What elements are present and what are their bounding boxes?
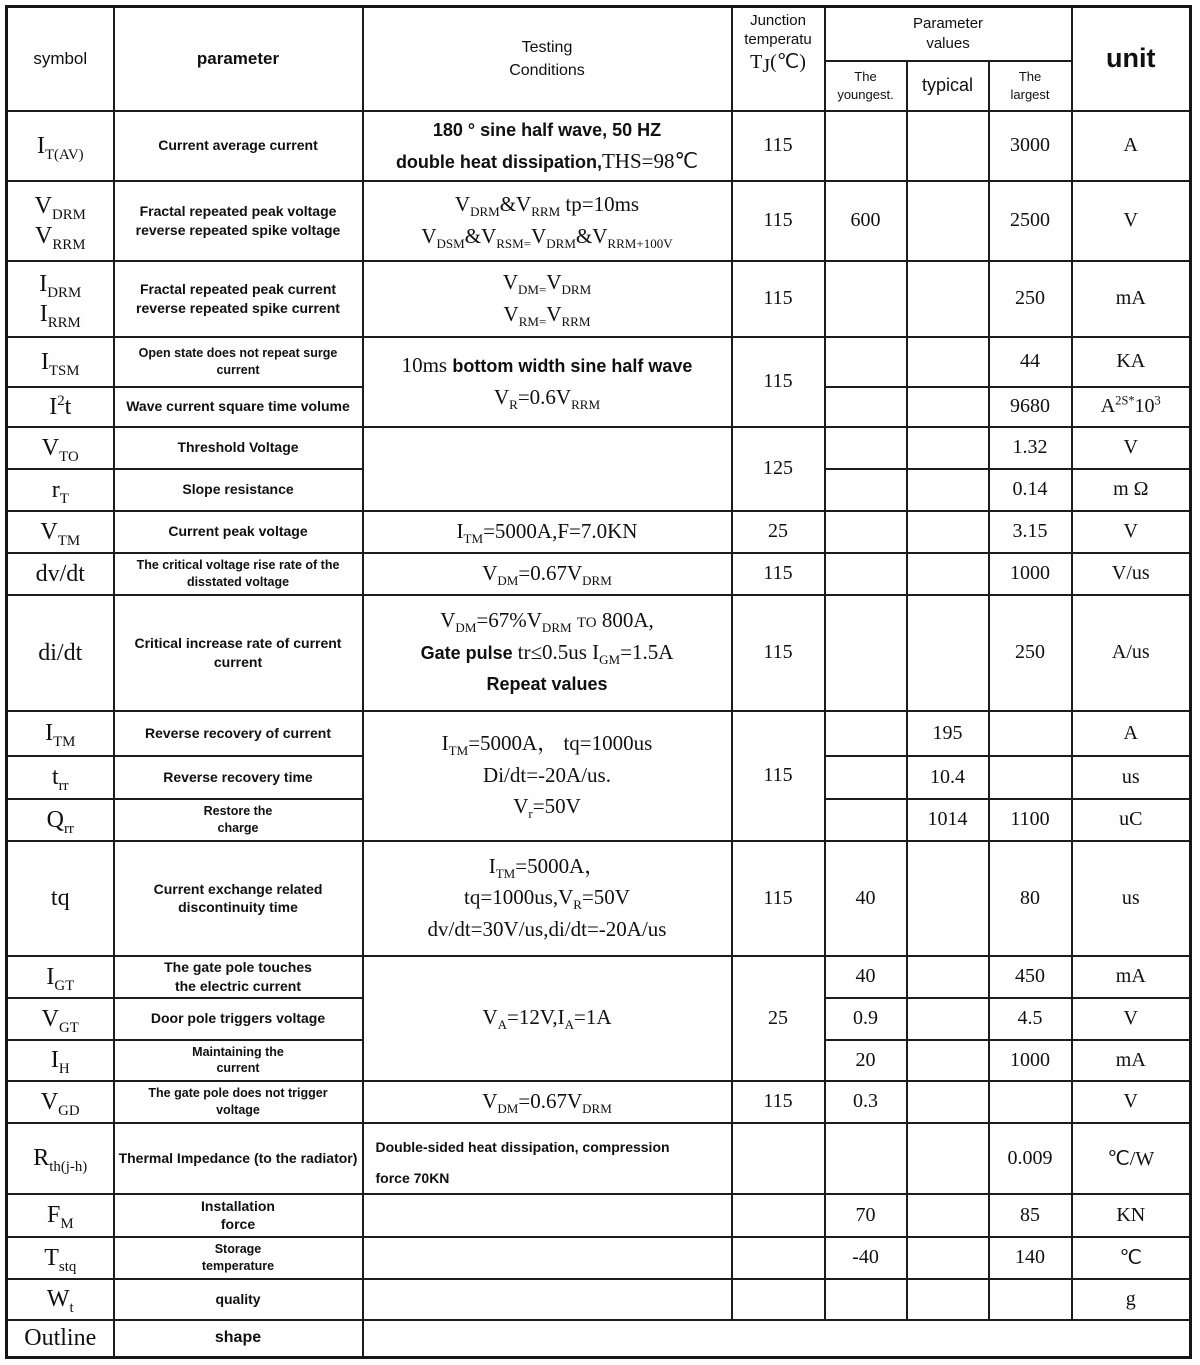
- tj-cell: 115: [732, 111, 825, 181]
- table-row-vgd: [7, 1081, 1191, 1123]
- typ-cell: [907, 553, 989, 595]
- table-row-idrm-irrm: [7, 261, 1191, 337]
- parameter-cell: Reverse recovery time: [114, 756, 363, 799]
- max-cell: 250: [989, 595, 1072, 711]
- typ-cell: [907, 841, 989, 956]
- symbol-cell: $I_{TM}$: [7, 711, 114, 756]
- parameter-cell: Fractal repeated peak current reverse repeated spike current: [114, 261, 363, 337]
- unit-cell: V: [1072, 1081, 1191, 1123]
- typ-cell: [907, 1123, 989, 1194]
- tj-cell: 115: [732, 553, 825, 595]
- symbol-cell: $I^2t$: [7, 387, 114, 427]
- symbol-cell: $R_{th(j-h)}$: [7, 1123, 114, 1194]
- parameter-cell: Thermal Impedance (to the radiator): [114, 1123, 363, 1194]
- symbol-cell: $T_{stq}$: [7, 1237, 114, 1279]
- tj-cell: [732, 1279, 825, 1320]
- min-cell: [825, 799, 907, 841]
- min-cell: [825, 427, 907, 469]
- parameter-cell: Restore the charge: [114, 799, 363, 841]
- tj-cell: [732, 1123, 825, 1194]
- table-row-didt: [7, 595, 1191, 711]
- conditions-cell: [363, 1279, 732, 1320]
- header-parameter-values: Parameter values: [825, 7, 1072, 61]
- parameter-cell: Open state does not repeat surge current: [114, 337, 363, 387]
- symbol-cell: $I_{T(AV)}$: [7, 111, 114, 181]
- parameter-cell: Current peak voltage: [114, 511, 363, 553]
- conditions-cell: Double-sided heat dissipation, compression force 70KN: [363, 1123, 732, 1194]
- unit-cell: mA: [1072, 956, 1191, 998]
- typ-cell: 1014: [907, 799, 989, 841]
- symbol-cell: $I_{TSM}$: [7, 337, 114, 387]
- tj-cell: 115: [732, 841, 825, 956]
- typ-cell: [907, 387, 989, 427]
- max-cell: 3000: [989, 111, 1072, 181]
- unit-cell: us: [1072, 756, 1191, 799]
- symbol-cell: Outline: [7, 1320, 114, 1358]
- tj-cell: 115: [732, 337, 825, 427]
- conditions-cell: $V_{DM}=67\%V_{DRM}$ TO 800A, Gate pulse tr≤0.5us $I_{GM}=1.5A$ Repeat values: [363, 595, 732, 711]
- max-cell: 1.32: [989, 427, 1072, 469]
- symbol-cell: di/dt: [7, 595, 114, 711]
- conditions-cell: $I_{TM}=5000A$， tq=1000us Di/dt=-20A/us. $V_r=50V$: [363, 711, 732, 841]
- unit-cell: V: [1072, 511, 1191, 553]
- symbol-cell: $V_{GD}$: [7, 1081, 114, 1123]
- unit-cell: ℃/W: [1072, 1123, 1191, 1194]
- min-cell: [825, 595, 907, 711]
- typ-cell: [907, 1081, 989, 1123]
- symbol-cell: $V_{TO}$: [7, 427, 114, 469]
- typ-cell: [907, 469, 989, 511]
- tj-cell: 25: [732, 956, 825, 1081]
- parameter-cell: Wave current square time volume: [114, 387, 363, 427]
- typ-cell: [907, 111, 989, 181]
- max-cell: 44: [989, 337, 1072, 387]
- table-row-it-av: [7, 111, 1191, 181]
- header-typical-value: typical: [907, 61, 989, 111]
- typ-cell: [907, 1040, 989, 1081]
- tj-cell: 115: [732, 1081, 825, 1123]
- header-testing-conditions: Testing Conditions: [363, 7, 732, 111]
- symbol-cell: $I_{GT}$: [7, 956, 114, 998]
- min-cell: [825, 111, 907, 181]
- max-cell: [989, 711, 1072, 756]
- min-cell: 40: [825, 956, 907, 998]
- max-cell: 450: [989, 956, 1072, 998]
- symbol-cell: dv/dt: [7, 553, 114, 595]
- table-row-itm: [7, 711, 1191, 756]
- unit-cell: A/us: [1072, 595, 1191, 711]
- tj-cell: [732, 1237, 825, 1279]
- min-cell: [825, 261, 907, 337]
- unit-cell: mA: [1072, 261, 1191, 337]
- unit-cell: KN: [1072, 1194, 1191, 1237]
- table-row-vto: [7, 427, 1191, 469]
- min-cell: [825, 756, 907, 799]
- min-cell: [825, 387, 907, 427]
- header-row-1: [7, 7, 1191, 61]
- parameter-cell: Threshold Voltage: [114, 427, 363, 469]
- tj-cell: 115: [732, 595, 825, 711]
- max-cell: 0.009: [989, 1123, 1072, 1194]
- typ-cell: 195: [907, 711, 989, 756]
- unit-cell: KA: [1072, 337, 1191, 387]
- table-row-vdrm-vrrm: [7, 181, 1191, 261]
- typ-cell: [907, 181, 989, 261]
- unit-cell: $A^{2S*}10^3$: [1072, 387, 1191, 427]
- min-cell: [825, 511, 907, 553]
- tj-cell: 115: [732, 261, 825, 337]
- symbol-cell: tq: [7, 841, 114, 956]
- parameter-cell: Reverse recovery of current: [114, 711, 363, 756]
- tj-cell: [732, 1194, 825, 1237]
- conditions-cell: 180 ° sine half wave, 50 HZ double heat dissipation,THS=98℃: [363, 111, 732, 181]
- typ-cell: [907, 1194, 989, 1237]
- typ-cell: [907, 998, 989, 1040]
- table-row-tstq: [7, 1237, 1191, 1279]
- max-cell: 0.14: [989, 469, 1072, 511]
- min-cell: [825, 1123, 907, 1194]
- parameter-cell: The gate pole does not trigger voltage: [114, 1081, 363, 1123]
- max-cell: 9680: [989, 387, 1072, 427]
- max-cell: [989, 1081, 1072, 1123]
- symbol-cell: $I_{DRM}$ $I_{RRM}$: [7, 261, 114, 337]
- parameter-cell: The gate pole touches the electric current: [114, 956, 363, 998]
- symbol-cell: $W_t$: [7, 1279, 114, 1320]
- parameter-cell: Installation force: [114, 1194, 363, 1237]
- parameter-cell: Current exchange related discontinuity time: [114, 841, 363, 956]
- unit-cell: V: [1072, 181, 1191, 261]
- table-row-rth: [7, 1123, 1191, 1194]
- parameter-cell: shape: [114, 1320, 363, 1358]
- unit-cell: ℃: [1072, 1237, 1191, 1279]
- ratings-table: [5, 5, 1192, 1359]
- table-row-fm: [7, 1194, 1191, 1237]
- max-cell: 85: [989, 1194, 1072, 1237]
- tj-cell: 125: [732, 427, 825, 511]
- conditions-cell: [363, 1194, 732, 1237]
- max-cell: [989, 756, 1072, 799]
- conditions-cell: $V_A=12V,I_A=1A$: [363, 956, 732, 1081]
- unit-cell: A: [1072, 711, 1191, 756]
- header-unit: unit: [1072, 7, 1191, 111]
- typ-cell: [907, 595, 989, 711]
- header-parameter: parameter: [114, 7, 363, 111]
- typ-cell: [907, 511, 989, 553]
- typ-cell: [907, 1279, 989, 1320]
- unit-cell: A: [1072, 111, 1191, 181]
- conditions-cell: $V_{DM=}V_{DRM}$ $V_{RM=}V_{RRM}$: [363, 261, 732, 337]
- parameter-cell: Current average current: [114, 111, 363, 181]
- min-cell: [825, 553, 907, 595]
- unit-cell: us: [1072, 841, 1191, 956]
- table-row-tq: [7, 841, 1191, 956]
- min-cell: [825, 337, 907, 387]
- symbol-cell: $r_T$: [7, 469, 114, 511]
- min-cell: 40: [825, 841, 907, 956]
- unit-cell: V/us: [1072, 553, 1191, 595]
- symbol-cell: $V_{DRM}$ $V_{RRM}$: [7, 181, 114, 261]
- outline-merged-cell: [363, 1320, 1191, 1358]
- typ-cell: [907, 261, 989, 337]
- unit-cell: V: [1072, 427, 1191, 469]
- tj-cell: 25: [732, 511, 825, 553]
- unit-cell: g: [1072, 1279, 1191, 1320]
- max-cell: 80: [989, 841, 1072, 956]
- max-cell: 1000: [989, 1040, 1072, 1081]
- parameter-cell: Door pole triggers voltage: [114, 998, 363, 1040]
- tj-cell: 115: [732, 711, 825, 841]
- conditions-cell: $V_{DM}=0.67V_{DRM}$: [363, 1081, 732, 1123]
- max-cell: 3.15: [989, 511, 1072, 553]
- unit-cell: m Ω: [1072, 469, 1191, 511]
- symbol-cell: $Q_{rr}$: [7, 799, 114, 841]
- min-cell: 70: [825, 1194, 907, 1237]
- typ-cell: 10.4: [907, 756, 989, 799]
- parameter-cell: Critical increase rate of current current: [114, 595, 363, 711]
- conditions-cell: $I_{TM}=5000A,F=7.0KN$: [363, 511, 732, 553]
- min-cell: [825, 469, 907, 511]
- max-cell: 1100: [989, 799, 1072, 841]
- parameter-cell: Slope resistance: [114, 469, 363, 511]
- parameter-cell: Storage temperature: [114, 1237, 363, 1279]
- parameter-cell: The critical voltage rise rate of the disstated voltage: [114, 553, 363, 595]
- min-cell: 600: [825, 181, 907, 261]
- table-row-dvdt: [7, 553, 1191, 595]
- max-cell: 140: [989, 1237, 1072, 1279]
- symbol-cell: $V_{GT}$: [7, 998, 114, 1040]
- conditions-cell: $V_{DM}=0.67V_{DRM}$: [363, 553, 732, 595]
- table-row-itsm: [7, 337, 1191, 387]
- max-cell: 2500: [989, 181, 1072, 261]
- min-cell: -40: [825, 1237, 907, 1279]
- conditions-cell: [363, 1237, 732, 1279]
- max-cell: 1000: [989, 553, 1072, 595]
- min-cell: [825, 1279, 907, 1320]
- conditions-cell: 10ms bottom width sine half wave $V_R=0.6V_{RRM}$: [363, 337, 732, 427]
- unit-cell: uC: [1072, 799, 1191, 841]
- unit-cell: mA: [1072, 1040, 1191, 1081]
- min-cell: 20: [825, 1040, 907, 1081]
- header-junction-temperature: Junction temperatu $T_J(℃)$: [732, 7, 825, 111]
- parameter-cell: quality: [114, 1279, 363, 1320]
- symbol-cell: $I_H$: [7, 1040, 114, 1081]
- max-cell: 4.5: [989, 998, 1072, 1040]
- symbol-cell: $t_{rr}$: [7, 756, 114, 799]
- header-min-value: The youngest.: [825, 61, 907, 111]
- table-row-igt: [7, 956, 1191, 998]
- conditions-cell: [363, 427, 732, 511]
- typ-cell: [907, 1237, 989, 1279]
- conditions-cell: $I_{TM}=5000A$， $tq=1000us,V_R=50V$ dv/dt=30V/us,di/dt=-20A/us: [363, 841, 732, 956]
- max-cell: 250: [989, 261, 1072, 337]
- max-cell: [989, 1279, 1072, 1320]
- typ-cell: [907, 956, 989, 998]
- table-row-vtm: [7, 511, 1191, 553]
- parameter-cell: Fractal repeated peak voltage reverse repeated spike voltage: [114, 181, 363, 261]
- parameter-cell: Maintaining the current: [114, 1040, 363, 1081]
- unit-cell: V: [1072, 998, 1191, 1040]
- table-row-wt: [7, 1279, 1191, 1320]
- tj-cell: 115: [732, 181, 825, 261]
- typ-cell: [907, 337, 989, 387]
- conditions-cell: $V_{DRM}\&V_{RRM}$ tp=10ms $V_{DSM}\&V_{RSM=}V_{DRM}\&V_{RRM+100V}$: [363, 181, 732, 261]
- min-cell: [825, 711, 907, 756]
- header-symbol: symbol: [7, 7, 114, 111]
- typ-cell: [907, 427, 989, 469]
- symbol-cell: $F_M$: [7, 1194, 114, 1237]
- min-cell: 0.3: [825, 1081, 907, 1123]
- min-cell: 0.9: [825, 998, 907, 1040]
- header-max-value: The largest: [989, 61, 1072, 111]
- table-row-outline: [7, 1320, 1191, 1358]
- symbol-cell: $V_{TM}$: [7, 511, 114, 553]
